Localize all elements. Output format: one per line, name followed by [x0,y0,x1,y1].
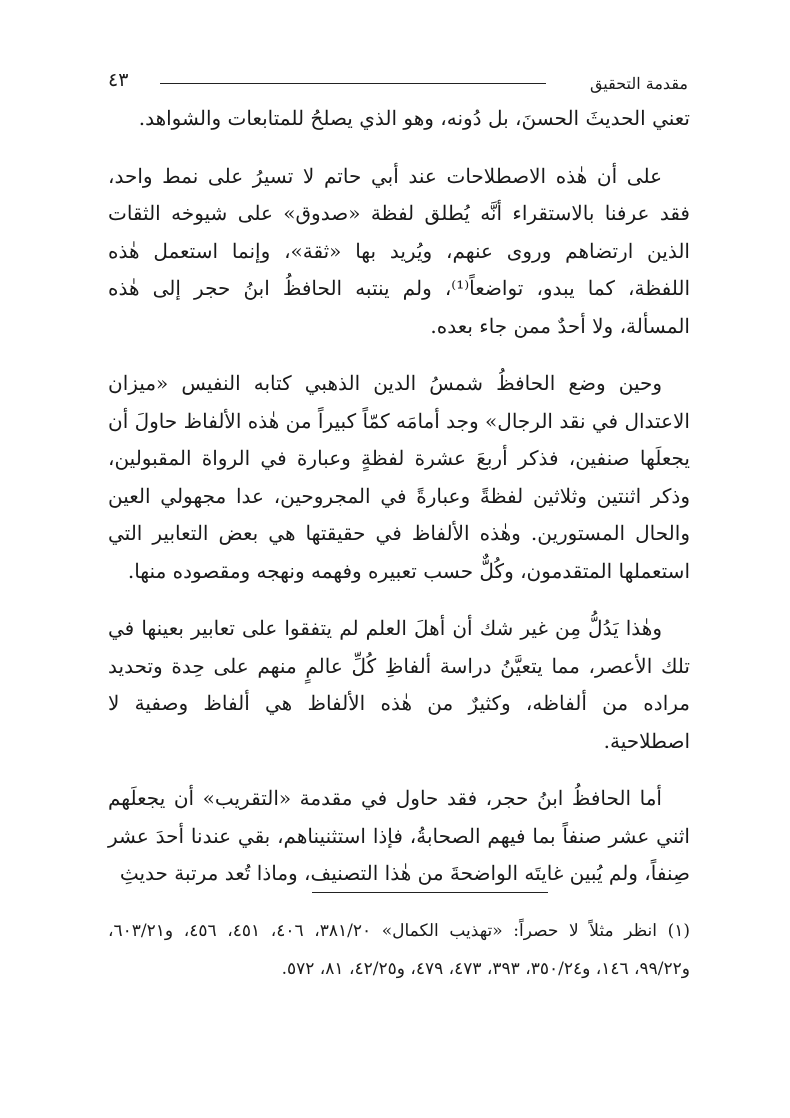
paragraph-2: على أن هٰذه الاصطلاحات عند أبي حاتم لا تسيرُ على نمط واحد، فقد عرفنا بالاستقراء أنَّه يُطلق لفظة «صدوق» على شيوخه الثقات الذين ارتضاهم وروى عنهم، ويُريد بها «ثقة»، وإنما استعمل هٰذه اللفظة، كما يبدو، تواضعاً⁽¹⁾، ولم ينتبه الحافظُ ابنُ حجر إلى هٰذه المسألة، ولا أحدٌ ممن جاء بعده. [108,163,690,338]
paragraph-3: وحين وضع الحافظُ شمسُ الدين الذهبي كتابه النفيس «ميزان الاعتدال في نقد الرجال» وجد أمامَه كمّاً كبيراً من هٰذه الألفاظ حاولَ أن يجعلَها صنفين، فذكر أربعَ عشرة لفظةٍ وعبارة في الرواة المقبولين، وذكر اثنتين وثلاثين لفظةً وعبارةً في المجروحين، عدا مجهولي العين والحال المستورين. وهٰذه الألفاظ في حقيقتها هي بعض التعابير التي استعملها المتقدمون، وكُلٌّ حسب تعبيره وفهمه ونهجه ومقصوده منها. [108,371,690,583]
paragraph-5: أما الحافظُ ابنُ حجر، فقد حاول في مقدمة «التقريب» أن يجعلَهم اثني عشر صنفاً بما فيهم الصحابةُ، فإذا استثنيناهم، بقي عندنا أحدَ عشر صِنفاً، ولم يُبين غايتَه الواضحةَ من هٰذا التصنيف، وماذا تُعد مرتبة حديثِ [108,786,690,885]
running-title: مقدمة التحقيق [589,74,688,93]
page-number: ٤٣ [108,69,129,91]
paragraph-1: تعني الحديثَ الحسنَ، بل دُونه، وهو الذي يصلحُ للمتابعات والشواهد. [138,106,690,130]
body-text [108,100,690,885]
footnote-1: (١) انظر مثلاً لا حصراً: «تهذيب الكمال» ٣٨١/٢٠، ٤٠٦، ٤٥١، ٤٥٦، و٦٠٣/٢١، و٩٩/٢٢، ١٤٦، و٣٥٠/٢٤، ٣٩٣، ٤٧٣، ٤٧٩، و٤٢/٢٥، ٨١، ٥٧٢. [108,921,691,979]
page-header [108,68,688,98]
footnote-rule [312,892,548,893]
header-rule [160,83,546,84]
paragraph-4: وهٰذا يَدُلُّ مِن غير شك أن أهلَ العلم لم يتفقوا على تعابير بعينها في تلك الأعصر، مما يتعيَّنُ دراسة ألفاظِ كُلِّ عالمٍ منهم على حِدة وتحديد مراده من ألفاظه، وكثيرٌ من هٰذه الألفاظ هي ألفاظ وصفية لا اصطلاحية. [108,616,690,753]
footnote [108,912,690,988]
